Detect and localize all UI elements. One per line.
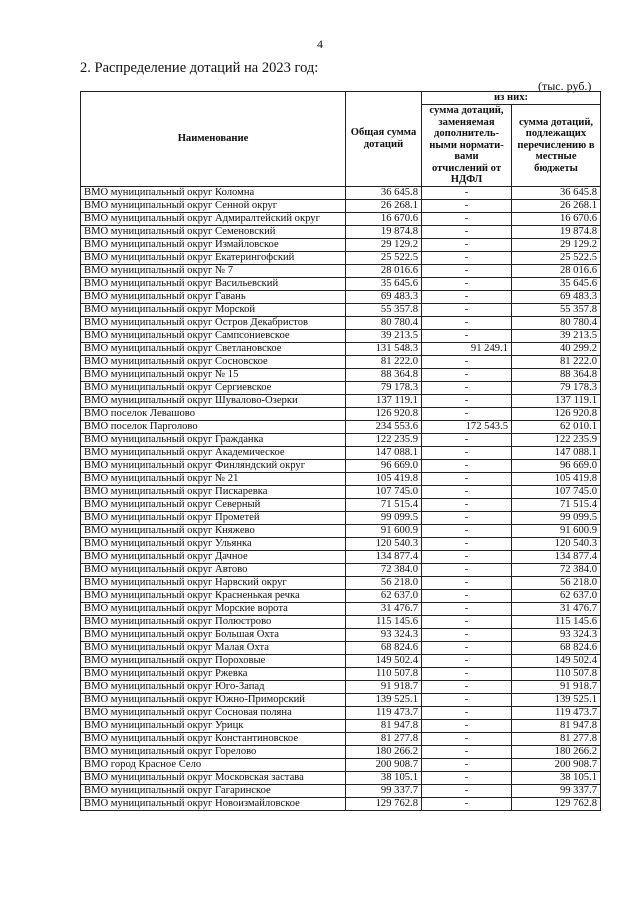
table-row [81, 381, 601, 394]
cell-transfer: 68 824.6 [512, 641, 601, 654]
table-row [81, 706, 601, 719]
table-row [81, 199, 601, 212]
cell-transfer: 200 908.7 [512, 758, 601, 771]
table-row [81, 771, 601, 784]
cell-transfer: 147 088.1 [512, 446, 601, 459]
table-row [81, 602, 601, 615]
cell-replaced: 172 543.5 [422, 420, 512, 433]
table-row [81, 498, 601, 511]
table-row [81, 251, 601, 264]
table-row [81, 667, 601, 680]
cell-transfer: 16 670.6 [512, 212, 601, 225]
cell-replaced: - [422, 225, 512, 238]
cell-total: 28 016.6 [346, 264, 422, 277]
table-row [81, 797, 601, 810]
cell-replaced: - [422, 641, 512, 654]
cell-transfer: 40 299.2 [512, 342, 601, 355]
cell-transfer: 29 129.2 [512, 238, 601, 251]
cell-transfer: 55 357.8 [512, 303, 601, 316]
cell-replaced: - [422, 446, 512, 459]
cell-replaced: - [422, 186, 512, 199]
cell-total: 147 088.1 [346, 446, 422, 459]
table-row [81, 212, 601, 225]
cell-total: 131 548.3 [346, 342, 422, 355]
table-row [81, 290, 601, 303]
cell-replaced: - [422, 238, 512, 251]
cell-name: ВМО муниципальный округ Нарвский округ [81, 576, 346, 589]
cell-transfer: 19 874.8 [512, 225, 601, 238]
cell-transfer: 134 877.4 [512, 550, 601, 563]
table-row [81, 420, 601, 433]
cell-name: ВМО город Красное Село [81, 758, 346, 771]
cell-name: ВМО муниципальный округ Коломна [81, 186, 346, 199]
cell-replaced: - [422, 537, 512, 550]
table-row [81, 459, 601, 472]
cell-transfer: 25 522.5 [512, 251, 601, 264]
cell-transfer: 71 515.4 [512, 498, 601, 511]
cell-replaced: - [422, 251, 512, 264]
cell-total: 107 745.0 [346, 485, 422, 498]
cell-name: ВМО муниципальный округ Пороховые [81, 654, 346, 667]
cell-replaced: - [422, 290, 512, 303]
cell-replaced: - [422, 394, 512, 407]
cell-name: ВМО муниципальный округ Сосновая поляна [81, 706, 346, 719]
table-row [81, 186, 601, 199]
table-row [81, 446, 601, 459]
cell-total: 62 637.0 [346, 589, 422, 602]
cell-total: 68 824.6 [346, 641, 422, 654]
cell-replaced: - [422, 199, 512, 212]
cell-replaced: - [422, 589, 512, 602]
cell-total: 19 874.8 [346, 225, 422, 238]
cell-transfer: 129 762.8 [512, 797, 601, 810]
cell-transfer: 99 099.5 [512, 511, 601, 524]
cell-replaced: - [422, 784, 512, 797]
cell-total: 16 670.6 [346, 212, 422, 225]
cell-replaced: - [422, 329, 512, 342]
cell-total: 96 669.0 [346, 459, 422, 472]
cell-replaced: - [422, 407, 512, 420]
table-row [81, 758, 601, 771]
cell-total: 56 218.0 [346, 576, 422, 589]
cell-name: ВМО муниципальный округ Ржевка [81, 667, 346, 680]
cell-replaced: - [422, 498, 512, 511]
table-row [81, 485, 601, 498]
table-row [81, 394, 601, 407]
cell-total: 115 145.6 [346, 615, 422, 628]
cell-total: 81 947.8 [346, 719, 422, 732]
cell-name: ВМО муниципальный округ Княжево [81, 524, 346, 537]
cell-name: ВМО муниципальный округ № 21 [81, 472, 346, 485]
cell-transfer: 91 918.7 [512, 680, 601, 693]
cell-replaced: - [422, 550, 512, 563]
cell-transfer: 72 384.0 [512, 563, 601, 576]
header-total: Общая сумма дотаций [346, 92, 422, 187]
cell-total: 29 129.2 [346, 238, 422, 251]
table-row [81, 654, 601, 667]
table-row [81, 719, 601, 732]
cell-name: ВМО муниципальный округ Константиновское [81, 732, 346, 745]
table-row [81, 693, 601, 706]
cell-name: ВМО муниципальный округ Шувалово-Озерки [81, 394, 346, 407]
cell-name: ВМО муниципальный округ Сосновское [81, 355, 346, 368]
cell-name: ВМО муниципальный округ Сампсониевское [81, 329, 346, 342]
table-row [81, 264, 601, 277]
cell-transfer: 36 645.8 [512, 186, 601, 199]
table-row [81, 563, 601, 576]
cell-name: ВМО муниципальный округ Большая Охта [81, 628, 346, 641]
cell-name: ВМО муниципальный округ Светлановское [81, 342, 346, 355]
table-row [81, 433, 601, 446]
cell-total: 180 266.2 [346, 745, 422, 758]
cell-name: ВМО муниципальный округ Измайловское [81, 238, 346, 251]
cell-transfer: 39 213.5 [512, 329, 601, 342]
cell-total: 200 908.7 [346, 758, 422, 771]
cell-replaced: - [422, 264, 512, 277]
cell-transfer: 81 947.8 [512, 719, 601, 732]
cell-total: 35 645.6 [346, 277, 422, 290]
cell-name: ВМО муниципальный округ Урицк [81, 719, 346, 732]
cell-replaced: - [422, 368, 512, 381]
cell-name: ВМО муниципальный округ Южно-Приморский [81, 693, 346, 706]
table-row [81, 680, 601, 693]
cell-replaced: - [422, 511, 512, 524]
table-row [81, 550, 601, 563]
cell-replaced: - [422, 472, 512, 485]
cell-name: ВМО муниципальный округ Академическое [81, 446, 346, 459]
table-row [81, 589, 601, 602]
cell-transfer: 28 016.6 [512, 264, 601, 277]
cell-transfer: 62 637.0 [512, 589, 601, 602]
table-row [81, 784, 601, 797]
cell-name: ВМО муниципальный округ Прометей [81, 511, 346, 524]
cell-name: ВМО муниципальный округ Новоизмайловское [81, 797, 346, 810]
cell-name: ВМО муниципальный округ Васильевский [81, 277, 346, 290]
cell-transfer: 137 119.1 [512, 394, 601, 407]
cell-replaced: - [422, 381, 512, 394]
table-body [81, 186, 601, 810]
table-row [81, 641, 601, 654]
cell-transfer: 62 010.1 [512, 420, 601, 433]
cell-name: ВМО муниципальный округ Семеновский [81, 225, 346, 238]
cell-total: 126 920.8 [346, 407, 422, 420]
table-row [81, 303, 601, 316]
cell-transfer: 126 920.8 [512, 407, 601, 420]
cell-total: 91 600.9 [346, 524, 422, 537]
table-row [81, 628, 601, 641]
cell-replaced: - [422, 524, 512, 537]
cell-total: 55 357.8 [346, 303, 422, 316]
cell-transfer: 26 268.1 [512, 199, 601, 212]
cell-name: ВМО муниципальный округ Малая Охта [81, 641, 346, 654]
table-row [81, 472, 601, 485]
cell-name: ВМО муниципальный округ Морские ворота [81, 602, 346, 615]
cell-total: 134 877.4 [346, 550, 422, 563]
cell-transfer: 31 476.7 [512, 602, 601, 615]
table-row [81, 576, 601, 589]
cell-name: ВМО муниципальный округ Гагаринское [81, 784, 346, 797]
cell-total: 119 473.7 [346, 706, 422, 719]
cell-transfer: 91 600.9 [512, 524, 601, 537]
cell-name: ВМО муниципальный округ Московская застава [81, 771, 346, 784]
cell-total: 69 483.3 [346, 290, 422, 303]
cell-name: ВМО муниципальный округ Финляндский округ [81, 459, 346, 472]
cell-total: 110 507.8 [346, 667, 422, 680]
page-number: 4 [317, 37, 323, 51]
cell-transfer: 180 266.2 [512, 745, 601, 758]
table-row [81, 316, 601, 329]
cell-total: 81 277.8 [346, 732, 422, 745]
cell-replaced: - [422, 667, 512, 680]
cell-name: ВМО муниципальный округ Автово [81, 563, 346, 576]
table-row [81, 368, 601, 381]
header-transfer: сумма дотаций, подлежащих перечислению в местные бюджеты [512, 105, 601, 187]
cell-replaced: - [422, 732, 512, 745]
cell-replaced: - [422, 745, 512, 758]
cell-transfer: 149 502.4 [512, 654, 601, 667]
cell-total: 93 324.3 [346, 628, 422, 641]
cell-total: 31 476.7 [346, 602, 422, 615]
cell-transfer: 115 145.6 [512, 615, 601, 628]
cell-transfer: 81 277.8 [512, 732, 601, 745]
cell-total: 81 222.0 [346, 355, 422, 368]
cell-name: ВМО муниципальный округ Юго-Запад [81, 680, 346, 693]
cell-transfer: 120 540.3 [512, 537, 601, 550]
cell-replaced: - [422, 576, 512, 589]
cell-name: ВМО муниципальный округ Северный [81, 498, 346, 511]
cell-transfer: 56 218.0 [512, 576, 601, 589]
cell-replaced: - [422, 693, 512, 706]
cell-name: ВМО муниципальный округ Дачное [81, 550, 346, 563]
cell-name: ВМО муниципальный округ Сенной округ [81, 199, 346, 212]
table-row [81, 238, 601, 251]
header-name: Наименование [81, 92, 346, 187]
cell-total: 137 119.1 [346, 394, 422, 407]
cell-replaced: - [422, 355, 512, 368]
cell-replaced: - [422, 654, 512, 667]
unit-label: (тыс. руб.) [538, 79, 592, 93]
cell-name: ВМО муниципальный округ Пискаревка [81, 485, 346, 498]
cell-total: 26 268.1 [346, 199, 422, 212]
cell-name: ВМО муниципальный округ Гражданка [81, 433, 346, 446]
cell-name: ВМО муниципальный округ № 7 [81, 264, 346, 277]
cell-name: ВМО муниципальный округ Остров Декабристов [81, 316, 346, 329]
cell-replaced: - [422, 628, 512, 641]
table-row [81, 225, 601, 238]
cell-transfer: 139 525.1 [512, 693, 601, 706]
table-row [81, 407, 601, 420]
cell-transfer: 80 780.4 [512, 316, 601, 329]
cell-replaced: - [422, 563, 512, 576]
cell-replaced: - [422, 485, 512, 498]
subsidy-distribution-table [80, 91, 601, 811]
cell-replaced: 91 249.1 [422, 342, 512, 355]
cell-replaced: - [422, 797, 512, 810]
cell-name: ВМО муниципальный округ Горелово [81, 745, 346, 758]
cell-transfer: 99 337.7 [512, 784, 601, 797]
cell-replaced: - [422, 212, 512, 225]
cell-transfer: 79 178.3 [512, 381, 601, 394]
cell-name: ВМО муниципальный округ Екатерингофский [81, 251, 346, 264]
cell-total: 122 235.9 [346, 433, 422, 446]
cell-replaced: - [422, 680, 512, 693]
cell-total: 99 099.5 [346, 511, 422, 524]
section-heading: 2. Распределение дотаций на 2023 год: [80, 60, 319, 76]
cell-replaced: - [422, 303, 512, 316]
cell-total: 91 918.7 [346, 680, 422, 693]
cell-replaced: - [422, 758, 512, 771]
cell-transfer: 88 364.8 [512, 368, 601, 381]
cell-replaced: - [422, 602, 512, 615]
table-header [81, 92, 601, 187]
cell-total: 129 762.8 [346, 797, 422, 810]
cell-replaced: - [422, 719, 512, 732]
cell-transfer: 122 235.9 [512, 433, 601, 446]
table-row [81, 537, 601, 550]
cell-total: 139 525.1 [346, 693, 422, 706]
cell-transfer: 69 483.3 [512, 290, 601, 303]
table-row [81, 615, 601, 628]
cell-total: 149 502.4 [346, 654, 422, 667]
cell-total: 39 213.5 [346, 329, 422, 342]
cell-replaced: - [422, 433, 512, 446]
cell-total: 80 780.4 [346, 316, 422, 329]
cell-total: 99 337.7 [346, 784, 422, 797]
cell-transfer: 110 507.8 [512, 667, 601, 680]
cell-replaced: - [422, 771, 512, 784]
cell-name: ВМО муниципальный округ Сергиевское [81, 381, 346, 394]
cell-total: 88 364.8 [346, 368, 422, 381]
cell-total: 36 645.8 [346, 186, 422, 199]
cell-total: 234 553.6 [346, 420, 422, 433]
cell-name: ВМО поселок Левашово [81, 407, 346, 420]
cell-replaced: - [422, 615, 512, 628]
cell-replaced: - [422, 316, 512, 329]
cell-total: 38 105.1 [346, 771, 422, 784]
cell-replaced: - [422, 459, 512, 472]
cell-name: ВМО муниципальный округ Ульянка [81, 537, 346, 550]
cell-replaced: - [422, 277, 512, 290]
cell-transfer: 105 419.8 [512, 472, 601, 485]
cell-total: 79 178.3 [346, 381, 422, 394]
cell-transfer: 93 324.3 [512, 628, 601, 641]
table-row [81, 732, 601, 745]
cell-total: 71 515.4 [346, 498, 422, 511]
cell-total: 120 540.3 [346, 537, 422, 550]
header-replaced: сумма дотаций, заменяемая дополнитель-ными нормати-вами отчислений от НДФЛ [422, 105, 512, 187]
table-row [81, 277, 601, 290]
table-row [81, 329, 601, 342]
cell-replaced: - [422, 706, 512, 719]
cell-transfer: 38 105.1 [512, 771, 601, 784]
table-row [81, 745, 601, 758]
header-of-which: из них: [422, 92, 601, 105]
cell-name: ВМО муниципальный округ № 15 [81, 368, 346, 381]
cell-name: ВМО муниципальный округ Полюстрово [81, 615, 346, 628]
cell-transfer: 119 473.7 [512, 706, 601, 719]
cell-total: 25 522.5 [346, 251, 422, 264]
cell-name: ВМО поселок Парголово [81, 420, 346, 433]
table-row [81, 355, 601, 368]
table-row [81, 342, 601, 355]
cell-name: ВМО муниципальный округ Морской [81, 303, 346, 316]
cell-transfer: 96 669.0 [512, 459, 601, 472]
cell-transfer: 81 222.0 [512, 355, 601, 368]
table-row [81, 524, 601, 537]
cell-total: 105 419.8 [346, 472, 422, 485]
cell-name: ВМО муниципальный округ Гавань [81, 290, 346, 303]
cell-total: 72 384.0 [346, 563, 422, 576]
table-row [81, 511, 601, 524]
cell-name: ВМО муниципальный округ Адмиралтейский округ [81, 212, 346, 225]
cell-name: ВМО муниципальный округ Красненькая речка [81, 589, 346, 602]
cell-transfer: 107 745.0 [512, 485, 601, 498]
cell-transfer: 35 645.6 [512, 277, 601, 290]
